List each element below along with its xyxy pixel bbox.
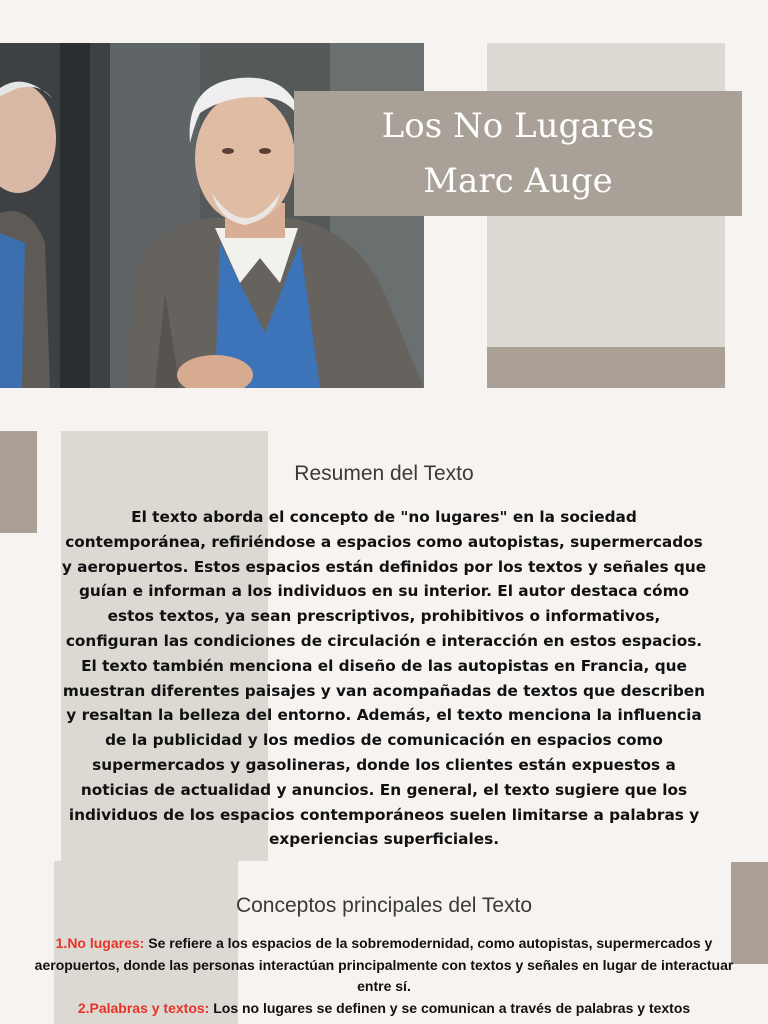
concepts-heading: Conceptos principales del Texto [235,894,533,917]
concept-term-2: 2.Palabras y textos: [77,999,210,1016]
title-line-1: Los No Lugares [381,106,655,147]
concepts-list [30,933,738,1019]
decorative-block-dark [487,347,725,388]
title-box [294,91,742,216]
concept-text-2: Los no lugares se definen y se comunican a través de palabras y textos [213,999,691,1016]
summary-heading: Resumen del Texto [294,462,474,485]
title-line-2: Marc Auge [423,160,613,201]
concept-text-1: Se refiere a los espacios de la sobremodernidad, como autopistas, supermercados y aeropuertos, donde las personas interactúan principalmente con textos y señales en lugar de interactuar entre sí. [34,935,734,994]
summary-body: El texto aborda el concepto de "no lugares" en la sociedad contemporánea, refiriéndose a espacios como autopistas, supermercados y aeropuertos. Estos espacios están definidos por los textos y señales que guían e informan a los individuos en su interior. El autor destaca cómo estos textos, ya sean prescriptivos, prohibitivos o informativos, configuran las condiciones de circulación e interacción en estos espacios. El texto también menciona el diseño de las autopistas en Francia, que muestran diferentes paisajes y van acompañadas de textos que describen y resaltan la belleza del entorno. Además, el texto menciona la influencia de la publicidad y los medios de comunicación en espacios como supermercados y gasolineras, donde los clientes están expuestos a noticias de actualidad y anuncios. En general, el texto sugiere que los individuos de los espacios contemporáneos suelen limitarse a palabras y experiencias superficiales. [61,508,707,849]
concept-term-1: 1.No lugares: [55,935,145,951]
